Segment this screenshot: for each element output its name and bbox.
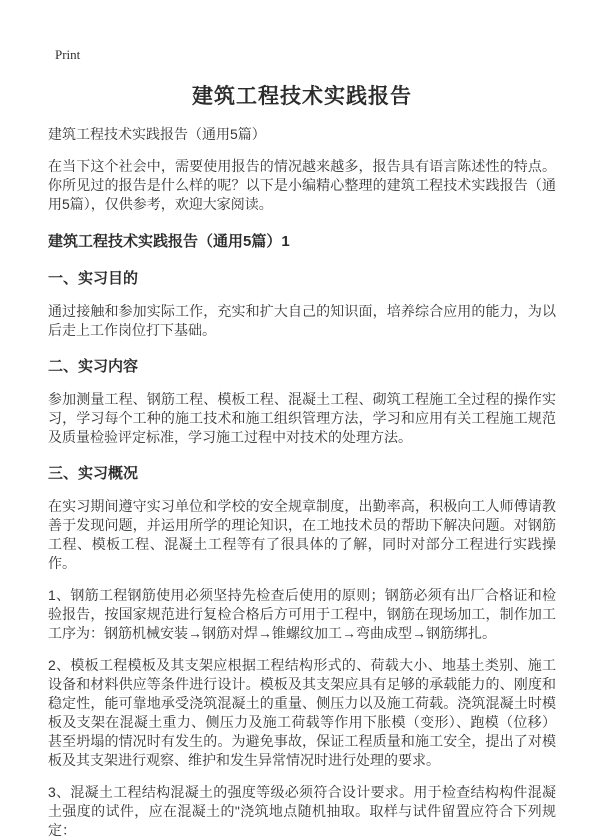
section-internship-purpose (48, 269, 556, 340)
section-internship-content (48, 357, 556, 447)
document-title: 建筑工程技术实践报告 (192, 85, 412, 108)
paragraph-rebar-engineering: 1、钢筋工程钢筋使用必须坚持先检查后使用的原则；钢筋必须有出厂合格证和检验报告，按国家规范进行复检合格后方可用于工程中，钢筋在现场加工，制作加工工序为：钢筋机械安装→钢筋对焊→锥螺纹加工→弯曲成型→钢筋绑扎。 (48, 587, 556, 641)
paragraph: 在实习期间遵守实习单位和学校的安全规章制度，出勤率高，积极向工人师傅请教善于发现问题，并运用所学的理论知识，在工地技术员的帮助下解决问题。对钢筋工程、模板工程、混凝土工程等有了很具体的了解，同时对部分工程进行实践操作。 (48, 498, 556, 571)
section-heading-internship-purpose: 一、实习目的 (48, 270, 139, 287)
document-subtitle: 建筑工程技术实践报告（通用5篇） (48, 126, 266, 142)
paragraph-concrete-engineering: 3、混凝土工程结构混凝土的强度等级必须符合设计要求。用于检查结构构件混凝土强度的试件，应在混凝土的"浇筑地点随机抽取。取样与试件留置应符合下列规定： (48, 784, 556, 838)
report-section-heading: 建筑工程技术实践报告（通用5篇）1 (48, 233, 290, 250)
paragraph: 参加测量工程、钢筋工程、模板工程、混凝土工程、砌筑工程施工全过程的操作实习，学习每个工种的施工技术和施工组织管理方法，学习和应用有关工程施工规范及质量检验评定标准，学习施工过程中对技术的处理方法。 (48, 391, 556, 445)
print-button[interactable]: Print (55, 47, 81, 62)
intro-paragraph: 在当下这个社会中，需要使用报告的情况越来越多，报告具有语言陈述性的特点。你所见过的报告是什么样的呢？以下是小编精心整理的建筑工程技术实践报告（通用5篇），仅供参考，欢迎大家阅读。 (48, 158, 556, 212)
section-internship-overview (48, 464, 556, 840)
paragraph-formwork-engineering: 2、模板工程模板及其支架应根据工程结构形式的、荷载大小、地基土类别、施工设备和材料供应等条件进行设计。模板及其支架应具有足够的承载能力的、刚度和稳定性，能可靠地承受浇筑混凝土的重量、侧压力以及施工荷载。浇筑混凝土时模板及支架在混凝土重力、侧压力及施工荷载等作用下胀模（变形）、跑模（位移）甚至坍塌的情况时有发生的。为避免事故，保证工程质量和施工安全，提出了对模板及其支架进行观察、维护和发生异常情况时进行处理的要求。 (48, 657, 556, 768)
paragraph: 通过接触和参加实际工作，充实和扩大自己的知识面，培养综合应用的能力，为以后走上工作岗位打下基础。 (48, 303, 556, 338)
section-heading-internship-overview: 三、实习概况 (48, 465, 139, 482)
section-heading-internship-content: 二、实习内容 (48, 358, 139, 375)
